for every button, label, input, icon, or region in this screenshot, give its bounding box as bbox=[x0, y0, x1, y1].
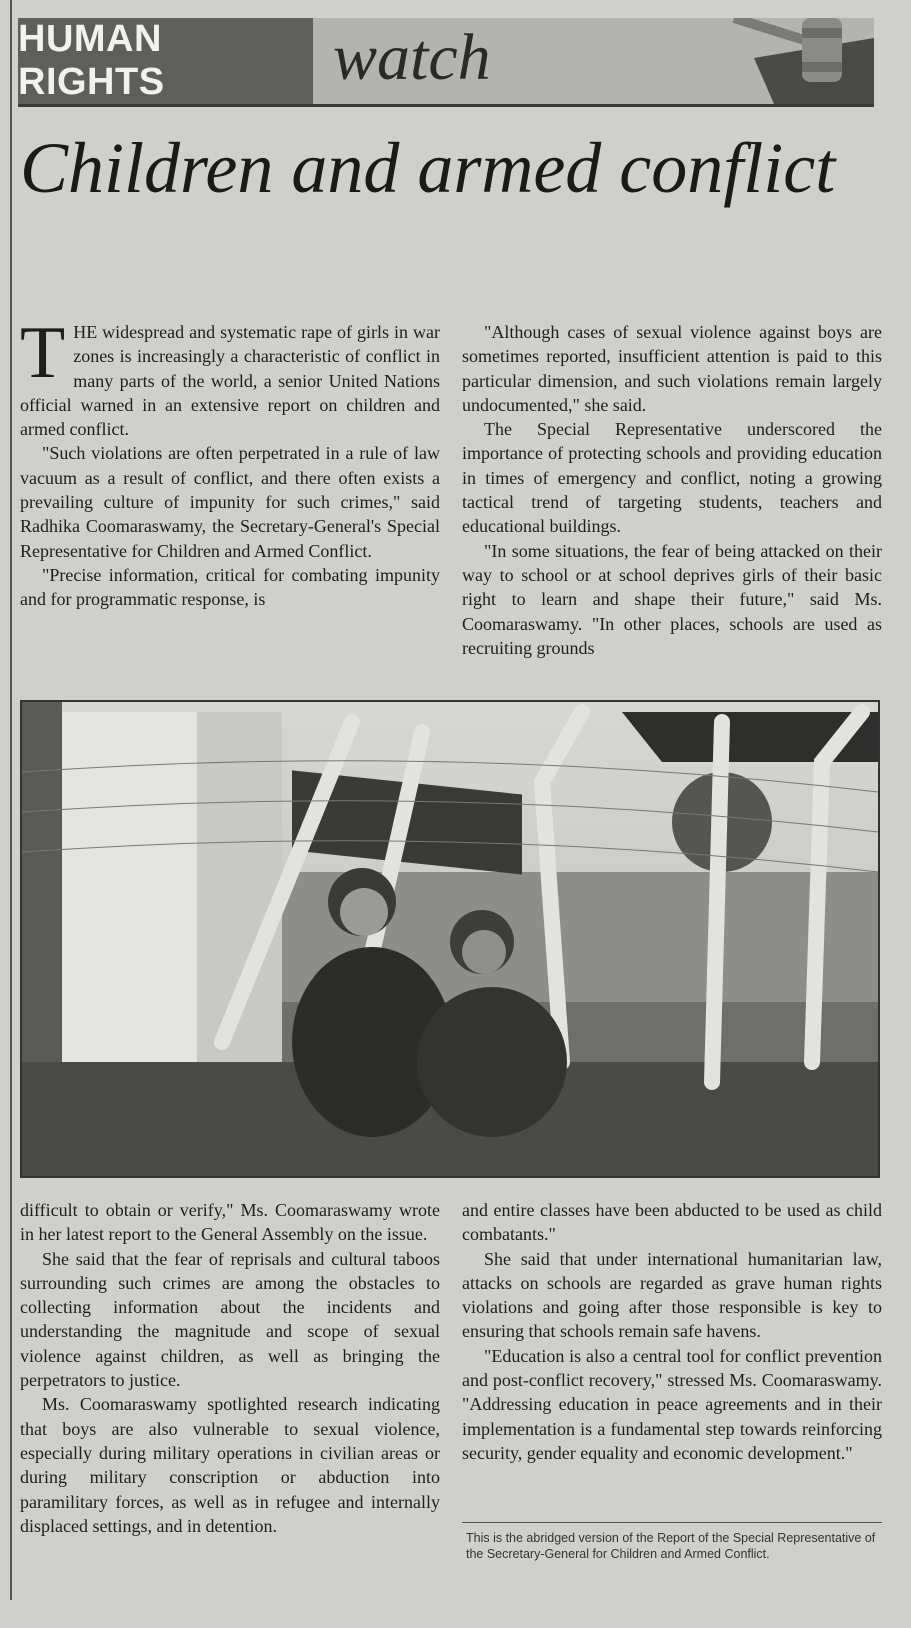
banner-label-box bbox=[18, 18, 313, 104]
paragraph: "In some situations, the fear of being attacked on their way to school or at school deprives girls of their basic right to learn and shape their future," said Ms. Coomaraswamy. "In other places, schools are used as recruiting grounds bbox=[462, 540, 882, 658]
column-rule bbox=[10, 0, 12, 1600]
drop-cap: T bbox=[20, 312, 66, 394]
paragraph: "Precise information, critical for combating impunity and for programmatic response, is bbox=[20, 564, 440, 610]
paragraph: The Special Representative underscored the importance of protecting schools and providing education in times of emergency and conflict, noting a growing tactical trend of targeting students, teachers and educational buildings. bbox=[462, 419, 882, 537]
article-column-2 bbox=[462, 320, 882, 660]
photo-children-at-fence bbox=[22, 702, 878, 1176]
paragraph: Ms. Coomaraswamy spotlighted research indicating that boys are also vulnerable to sexual violence, especially during military operations in civilian areas or during military conscription or abduction into paramilitary forces, as well as in refugee and internally displaced settings, and in detention. bbox=[20, 1394, 440, 1536]
paragraph: and entire classes have been abducted to be used as child combatants." bbox=[462, 1200, 882, 1245]
paragraph: difficult to obtain or verify," Ms. Coomaraswamy wrote in her latest report to the General Assembly on the issue. bbox=[20, 1200, 440, 1245]
banner-label: HUMAN RIGHTS bbox=[18, 18, 165, 103]
paragraph: She said that the fear of reprisals and cultural taboos surrounding such crimes are among the obstacles to collecting information about the incidents and understanding the magnitude and scope of sexual violence against children, as well as bringing the perpetrators to justice. bbox=[20, 1248, 440, 1391]
article-column-1 bbox=[20, 312, 440, 612]
banner-watch-word: watch bbox=[333, 21, 491, 94]
article-column-4 bbox=[462, 1198, 882, 1465]
paragraph-text: HE widespread and systematic rape of girls in war zones is increasingly a characteristic of conflict in many parts of the world, a senior United Nations official warned in an extensive report on children and armed conflict. bbox=[20, 322, 440, 440]
source-credit: This is the abridged version of the Report of the Special Representative of the Secretary-General for Children and Armed Conflict. bbox=[466, 1531, 876, 1561]
paragraph: "Education is also a central tool for conflict prevention and post-conflict recovery," stressed Ms. Coomaraswamy. "Addressing education in peace agreements and in their implementation is a fundamental step towards reinforcing security, gender equality and economic development." bbox=[462, 1345, 882, 1463]
paragraph: She said that under international humanitarian law, attacks on schools are regarded as grave human rights violations and going after those responsible is key to ensuring that schools remain safe havens. bbox=[462, 1248, 882, 1342]
article-photo bbox=[20, 700, 880, 1178]
gavel-icon bbox=[714, 18, 874, 104]
article-column-3 bbox=[20, 1198, 440, 1538]
credit-divider bbox=[462, 1522, 882, 1523]
paragraph: "Although cases of sexual violence against boys are sometimes reported, insufficient attention is paid to this particular dimension, and such violations remain largely undocumented," she said. bbox=[462, 322, 882, 415]
paragraph bbox=[20, 312, 440, 441]
paragraph: "Such violations are often perpetrated in a rule of law vacuum as a result of conflict, and there often exists a prevailing culture of impunity for such crimes," said Radhika Coomaraswamy, the Secretary-General's Special Representative for Children and Armed Conflict. bbox=[20, 443, 440, 561]
section-banner bbox=[18, 18, 874, 107]
article-headline: Children and armed conflict bbox=[20, 128, 836, 208]
